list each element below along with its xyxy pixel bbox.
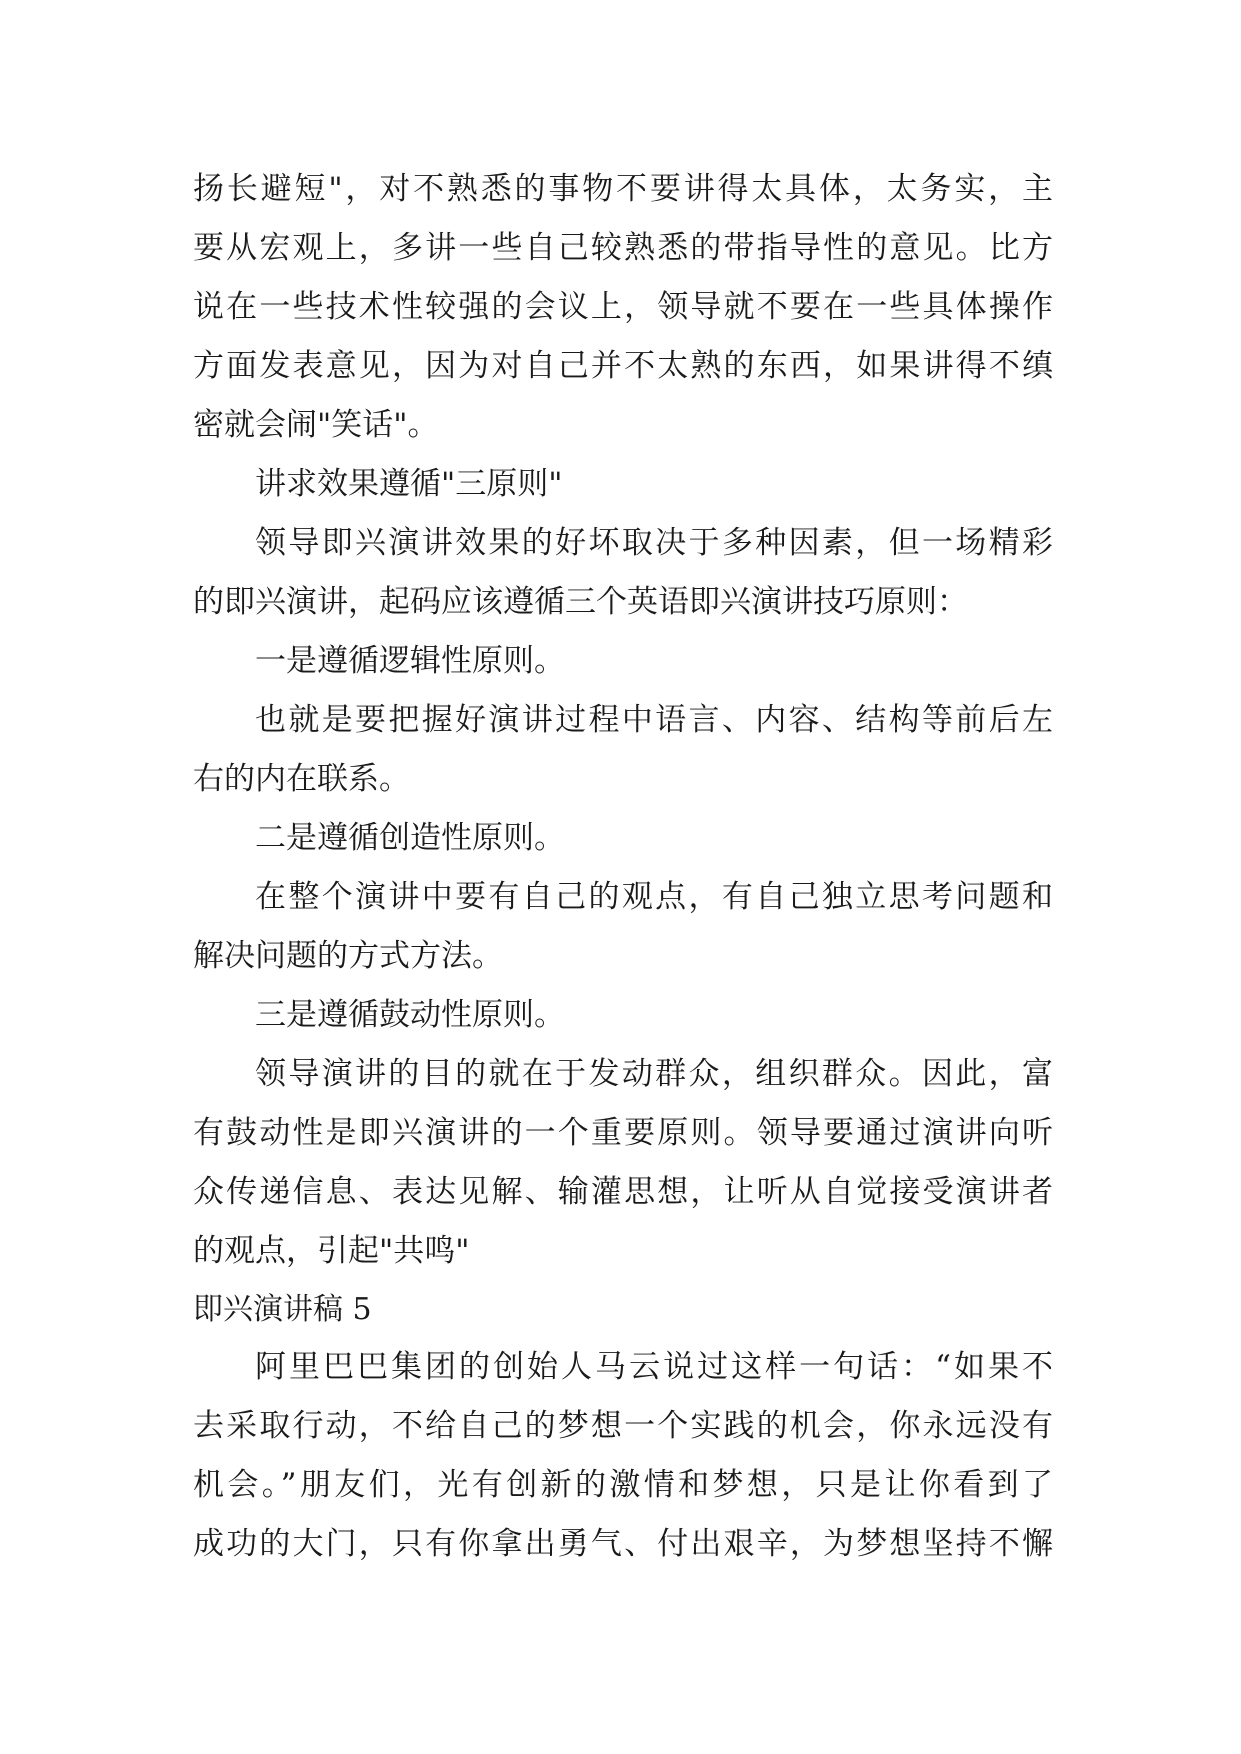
text-line: 有鼓动性是即兴演讲的一个重要原则。领导要通过演讲向听 <box>193 1115 1053 1151</box>
principle-heading: 二是遵循创造性原则。 <box>255 820 565 856</box>
text-line: 众传递信息、表达见解、输灌思想，让听从自觉接受演讲者 <box>193 1174 1053 1210</box>
text-line: 的观点，引起"共鸣" <box>193 1233 470 1269</box>
principle-heading: 三是遵循鼓动性原则。 <box>255 997 565 1033</box>
speech-title: 即兴演讲稿 5 <box>193 1292 372 1327</box>
text-line: 扬长避短"，对不熟悉的事物不要讲得太具体，太务实，主 <box>193 171 1053 207</box>
text-line: 成功的大门，只有你拿出勇气、付出艰辛，为梦想坚持不懈 <box>193 1526 1053 1562</box>
text-line: 机会。”朋友们，光有创新的激情和梦想，只是让你看到了 <box>193 1467 1053 1503</box>
text-line: 解决问题的方式方法。 <box>193 938 503 974</box>
section-heading: 讲求效果遵循"三原则" <box>255 466 563 502</box>
text-line: 领导演讲的目的就在于发动群众，组织群众。因此，富 <box>255 1056 1053 1092</box>
text-line: 说在一些技术性较强的会议上，领导就不要在一些具体操作 <box>193 289 1053 325</box>
text-line: 在整个演讲中要有自己的观点，有自己独立思考问题和 <box>255 879 1053 915</box>
text-line: 阿里巴巴集团的创始人马云说过这样一句话：“如果不 <box>255 1349 1053 1385</box>
text-line: 去采取行动，不给自己的梦想一个实践的机会，你永远没有 <box>193 1408 1053 1444</box>
text-line: 右的内在联系。 <box>193 761 410 797</box>
text-line: 领导即兴演讲效果的好坏取决于多种因素，但一场精彩 <box>255 525 1053 561</box>
text-line: 也就是要把握好演讲过程中语言、内容、结构等前后左 <box>255 702 1053 738</box>
text-line: 的即兴演讲，起码应该遵循三个英语即兴演讲技巧原则： <box>193 584 968 620</box>
text-line: 要从宏观上，多讲一些自己较熟悉的带指导性的意见。比方 <box>193 230 1053 266</box>
principle-heading: 一是遵循逻辑性原则。 <box>255 643 565 679</box>
document-page <box>193 160 1053 1574</box>
text-line: 方面发表意见，因为对自己并不太熟的东西，如果讲得不缜 <box>193 348 1053 384</box>
text-line: 密就会闹"笑话"。 <box>193 407 439 443</box>
